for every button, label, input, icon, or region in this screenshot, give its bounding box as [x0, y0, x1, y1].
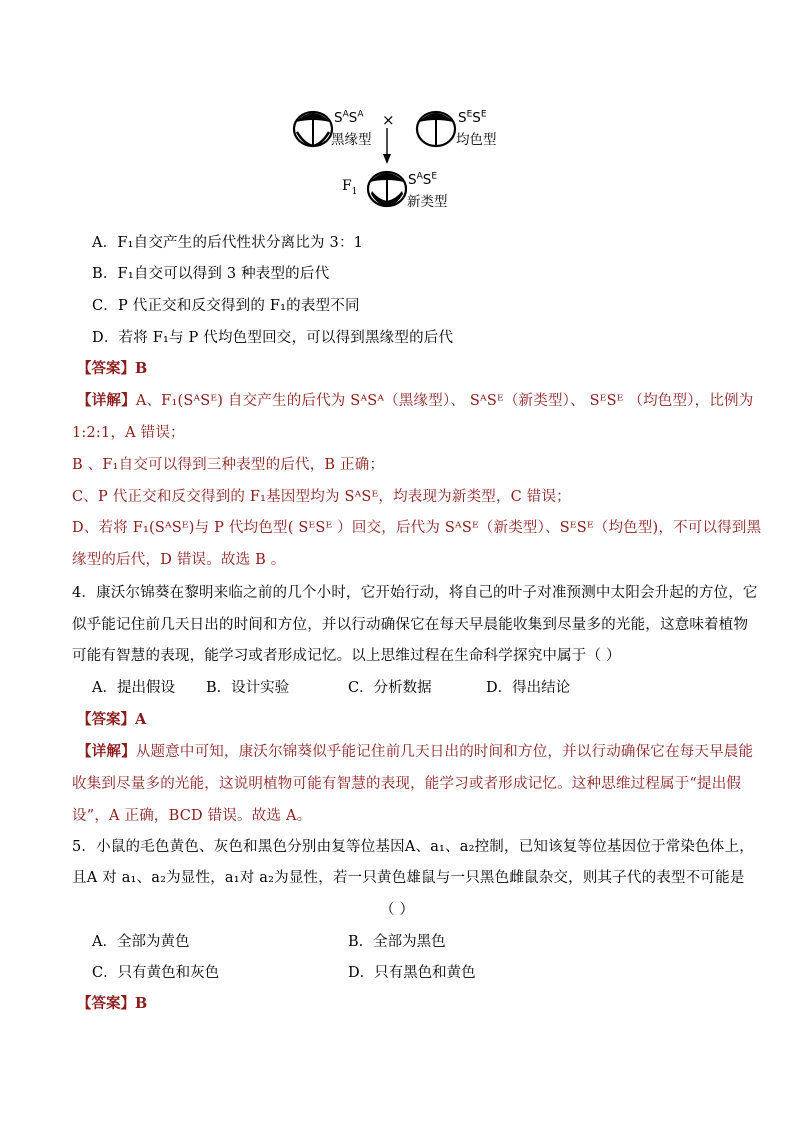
q5-stem-line-3: （ ） — [380, 902, 415, 918]
q3-detail-line-1: 【详解】A、F₁(SᴬSᴱ) 自交产生的后代为 SᴬSᴬ（黑缘型）、 SᴬSᴱ（新类型）、 SᴱSᴱ （均色型），比例为 — [77, 392, 754, 409]
q3-detail-line-5: D、若将 F₁(SᴬSᴱ)与 P 代均色型( SᴱSᴱ ）回交，后代为 SᴬSᴱ（新类型）、SᴱSᴱ（均色型)，不可以得到黑 — [72, 520, 762, 536]
q5-stem-line-1: 5．小鼠的毛色黄色、灰色和黑色分别由复等位基因A、a₁、a₂控制，已知该复等位基因位于常染色体上， — [72, 839, 754, 855]
ladybug-parent2-icon — [417, 112, 455, 146]
ladybug-parent1-icon — [294, 112, 332, 146]
q4-detail-line-3: 设”，A 正确，BCD 错误。故选 A。 — [72, 808, 312, 824]
parent2-genotype: $S^ES^E$ — [458, 109, 487, 126]
q4-detail-line-1: 【详解】从题意中可知，康沃尔锦葵似乎能记住前几天日出的时间和方位，并以行动确保它在每天早晨能 — [77, 743, 754, 760]
q4-option-b: B．设计实验 — [206, 680, 290, 696]
cross-arrow-icon — [383, 128, 391, 164]
q3-answer: 【答案】B — [77, 360, 148, 377]
figure-drawing — [0, 0, 794, 260]
q5-option-c: C．只有黄色和灰色 — [92, 965, 220, 981]
q4-stem-line-3: 可能有智慧的表现，能学习或者形成记忆。以上思维过程在生命科学探究中属于（ ） — [72, 648, 621, 664]
q3-option-a: A．F₁自交产生的后代性状分离比为 3：1 — [92, 235, 364, 251]
q3-option-d: D．若将 F₁与 P 代均色型回交，可以得到黑缘型的后代 — [92, 330, 454, 346]
q5-stem-line-2: 且A 对 a₁、a₂为显性，a₁对 a₂为显性，若一只黄色雄鼠与一只黑色雌鼠杂交，则其子代的表型不可能是 — [72, 870, 745, 886]
q4-answer: 【答案】A — [77, 711, 147, 728]
q3-detail-line-6: 缘型的后代，D 错误。故选 B 。 — [72, 552, 286, 568]
q5-option-a: A．全部为黄色 — [92, 934, 190, 950]
q3-detail-line-2: 1:2:1，A 错误； — [72, 425, 185, 441]
q4-option-d: D．得出结论 — [486, 680, 571, 696]
q4-option-a: A．提出假设 — [92, 680, 175, 696]
q4-stem-line-1: 4．康沃尔锦葵在黎明来临之前的几个小时，它开始行动，将自己的叶子对准预测中太阳会升起的方位，它 — [72, 585, 758, 601]
parent1-label: 黑缘型 — [331, 132, 372, 148]
q5-option-d: D．只有黑色和黄色 — [348, 965, 476, 981]
q4-option-c: C．分析数据 — [348, 680, 432, 696]
q4-detail-line-2: 收集到尽量多的光能，这说明植物可能有智慧的表现，能学习或者形成记忆。这种思维过程属于“提出假 — [72, 776, 742, 792]
q4-stem-line-2: 似乎能记住前几天日出的时间和方位，并以行动确保它在每天早晨能收集到尽量多的光能，这意味着植物 — [72, 617, 749, 633]
f1-label: $F_1$ — [342, 178, 358, 197]
q5-answer: 【答案】B — [77, 995, 148, 1012]
q3-option-c: C．P 代正交和反交得到的 F₁的表型不同 — [92, 298, 360, 314]
ladybug-f1-icon — [368, 172, 406, 206]
q3-option-b: B．F₁自交可以得到 3 种表型的后代 — [92, 266, 330, 282]
parent2-label: 均色型 — [456, 132, 497, 148]
parent1-genotype: $S^AS^A$ — [334, 109, 364, 126]
q3-detail-line-4: C、P 代正交和反交得到的 F₁基因型均为 SᴬSᴱ，均表现为新类型，C 错误； — [72, 489, 571, 505]
q3-detail-line-3: B 、F₁自交可以得到三种表型的后代，B 正确； — [72, 457, 385, 473]
q5-option-b: B．全部为黑色 — [348, 934, 446, 950]
f1-genotype: $S^AS^E$ — [408, 171, 438, 188]
f1-type-label: 新类型 — [407, 194, 448, 210]
cross-symbol: × — [382, 111, 395, 129]
